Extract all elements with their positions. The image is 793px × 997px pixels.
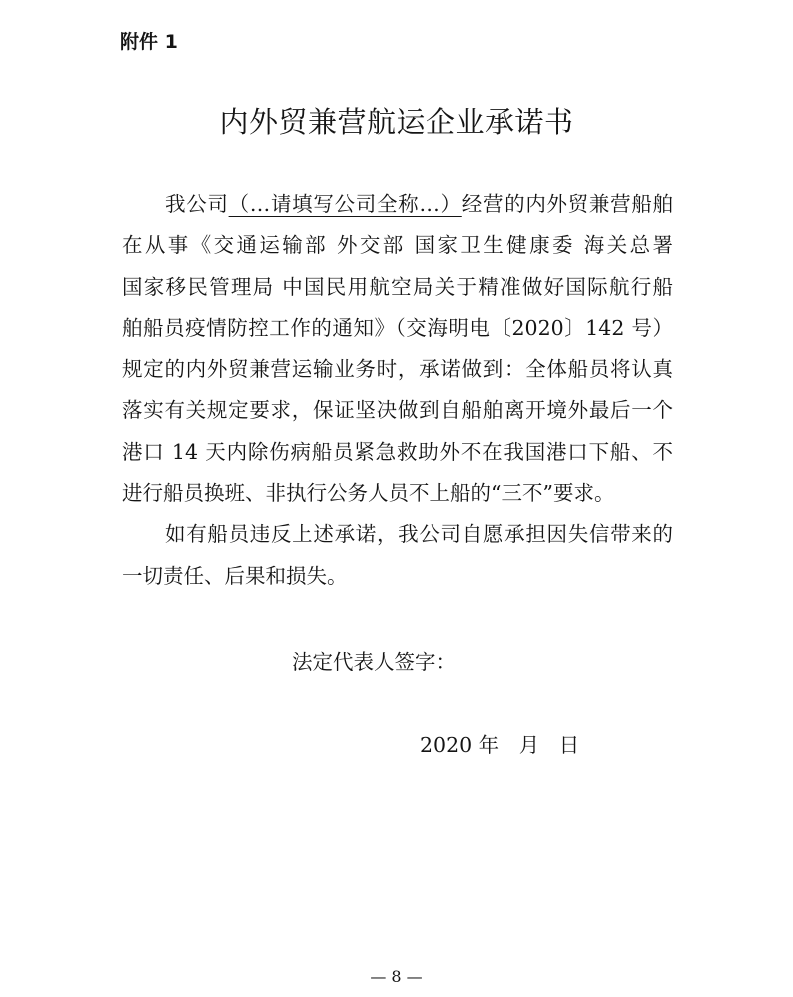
liability-paragraph [122,514,673,597]
paragraph-line: 如有船员违反上述承诺，我公司自愿承担因失信带来的 [165,522,673,547]
paragraph-line: 一切责任、后果和损失。 [122,563,348,588]
paragraph-line: 港口 14 天内除伤病船员紧急救助外不在我国港口下船、不 [122,439,673,464]
paragraph-line [122,184,673,225]
line-suffix: 经营的内外贸兼营船舶 [461,192,674,216]
document-title: 内外贸兼营航运企业承诺书 [219,105,574,139]
paragraph-line: 规定的内外贸兼营运输业务时，承诺做到：全体船员将认真 [122,357,673,382]
paragraph-line: 落实有关规定要求，保证坚决做到自船舶离开境外最后一个 [122,398,673,423]
signature-date: 2020 年 月 日 [420,733,580,757]
line-prefix: 我公司 [165,192,229,216]
paragraph-line: 舶船员疫情防控工作的通知》（交海明电〔2020〕142 号） [122,315,673,340]
page-number: — 8 — [370,967,423,986]
commitment-paragraph [122,184,673,514]
company-name-blank: （…请填写公司全称…） [228,192,462,216]
paragraph-line: 在从事《交通运输部 外交部 国家卫生健康委 海关总署 [122,233,673,258]
paragraph-line: 国家移民管理局 中国民用航空局关于精准做好国际航行船 [122,274,673,299]
paragraph-line: 进行船员换班、非执行公务人员不上船的“三不”要求。 [122,481,615,506]
attachment-label: 附件 1 [120,31,178,53]
document-body [122,184,673,597]
signature-label: 法定代表人签字： [292,650,456,674]
